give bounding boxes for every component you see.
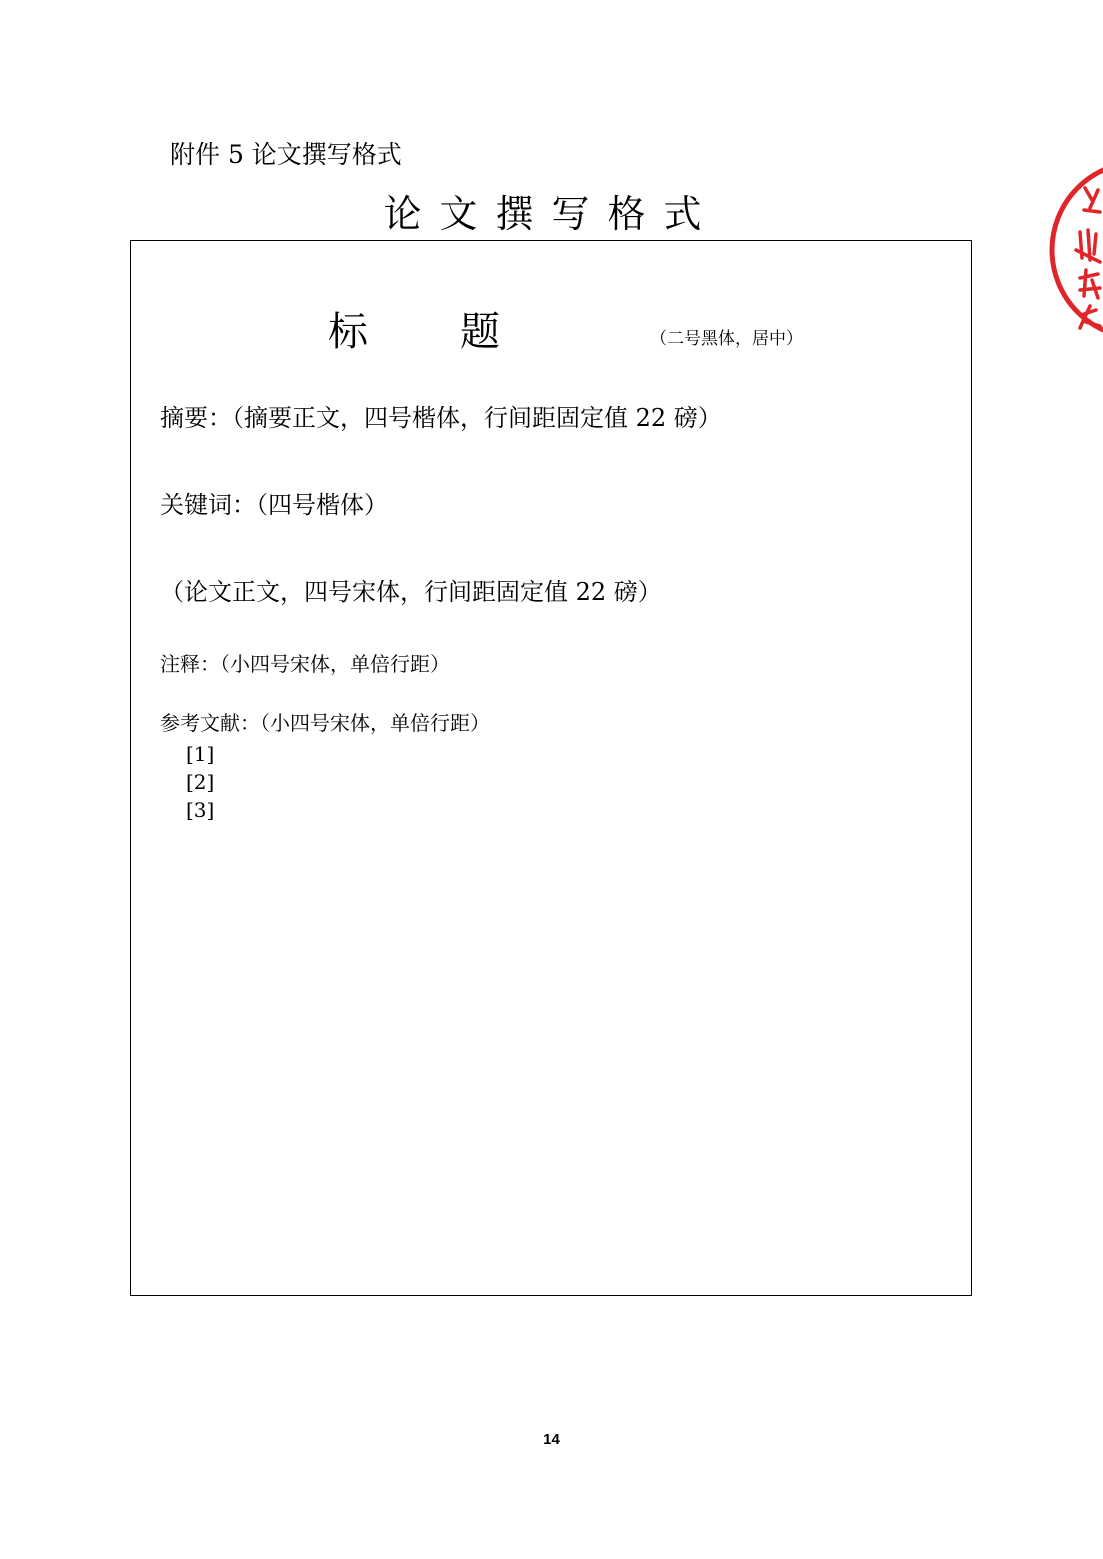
- reference-item: [1]: [186, 742, 215, 766]
- title-format-note: （二号黑体，居中）: [650, 329, 803, 349]
- attachment-label: 附件 5 论文撰写格式: [170, 140, 402, 169]
- notes-line: 注释：（小四号宋体，单倍行距）: [160, 652, 450, 676]
- title-char-1: 标: [328, 309, 368, 355]
- reference-item: [3]: [186, 798, 215, 822]
- keywords-line: 关键词：（四号楷体）: [160, 491, 388, 519]
- references-line: 参考文献：（小四号宋体，单倍行距）: [160, 711, 490, 735]
- title-char-2: 题: [460, 309, 500, 355]
- paper-title-placeholder: [328, 308, 500, 356]
- page-number: 14: [543, 1431, 560, 1448]
- abstract-line: 摘要：（摘要正文，四号楷体，行间距固定值 22 磅）: [160, 404, 722, 432]
- format-template-box: [130, 240, 972, 1296]
- body-text-line: （论文正文，四号宋体，行间距固定值 22 磅）: [160, 578, 662, 606]
- reference-item: [2]: [186, 770, 215, 794]
- official-seal-stamp: [1040, 150, 1103, 350]
- document-heading: 论文撰写格式: [383, 192, 720, 236]
